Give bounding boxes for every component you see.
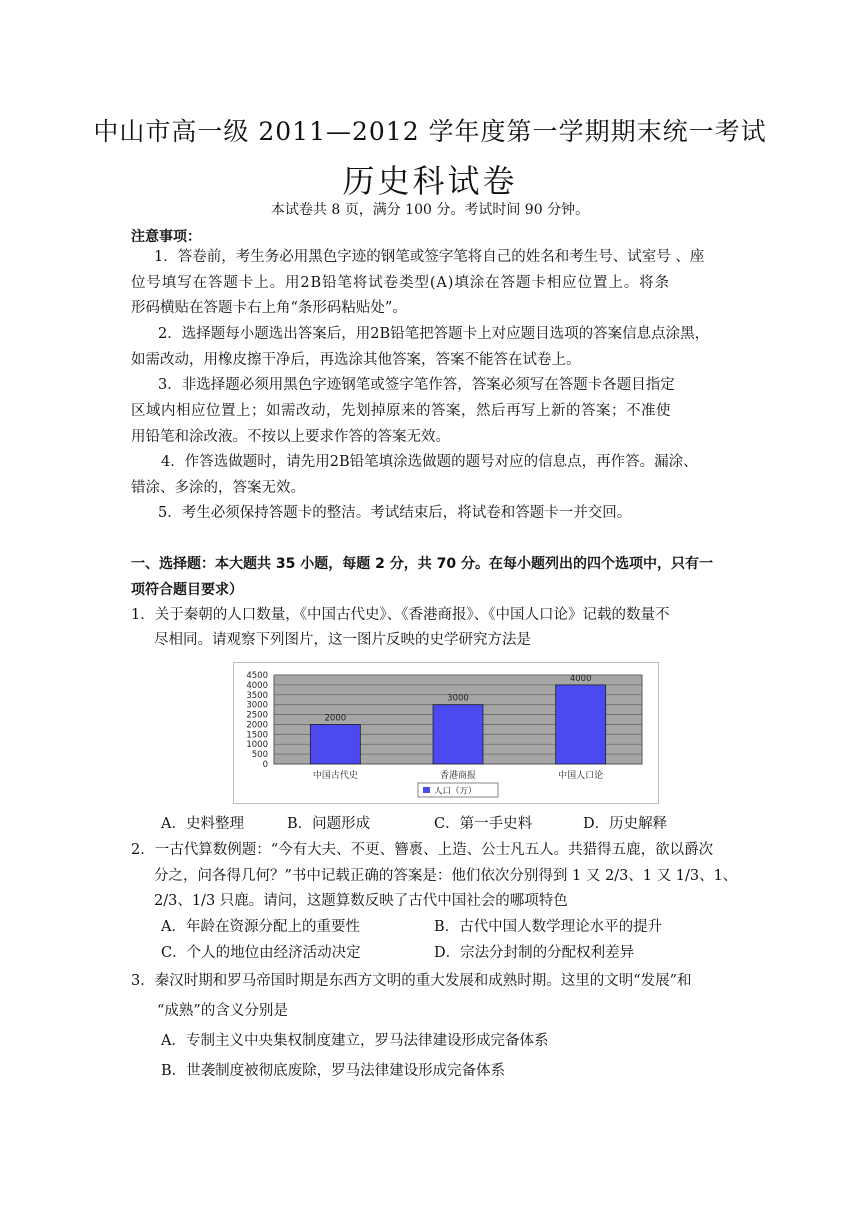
y-tick-label: 3500 <box>246 690 268 701</box>
section-heading: 一、选择题：本大题共 35 小题，每题 2 分，共 70 分。在每小题列出的四个选项中，只有一 <box>131 556 713 572</box>
question-1-stem-cont: 尽相同。请观察下列图片，这一图片反映的史学研究方法是 <box>154 632 531 648</box>
question-3-stem-cont: “成熟”的含义分别是 <box>157 1003 288 1019</box>
notice-line: 位号填写在答题卡上。用2B铅笔将试卷类型(A)填涂在答题卡相应位置上。将条 <box>131 275 670 291</box>
notice-heading: 注意事项： <box>131 229 201 245</box>
exam-title: 中山市高一级 2011—2012 学年度第一学期期末统一考试 <box>93 117 767 146</box>
y-tick-label: 1000 <box>246 740 268 751</box>
notice-line: 3．非选择题必须用黑色字迹钢笔或签字笔作答，答案必须写在答题卡各题目指定 <box>158 377 675 393</box>
notice-line: 2．选择题每小题选出答案后，用2B铅笔把答题卡上对应题目选项的答案信息点涂黑， <box>158 326 710 342</box>
q1-option-c: C．第一手史料 <box>434 816 533 832</box>
question-1-stem: 1．关于秦朝的人口数量，《中国古代史》、《香港商报》、《中国人口论》记载的数量不 <box>131 607 670 623</box>
bar <box>310 724 360 764</box>
x-tick-label: 中国人口论 <box>558 771 604 781</box>
notice-line: 错涂、多涂的，答案无效。 <box>131 480 305 496</box>
question-3-stem: 3．秦汉时期和罗马帝国时期是东西方文明的重大发展和成熟时期。这里的文明“发展”和 <box>131 973 692 989</box>
x-tick-label: 中国古代史 <box>312 771 358 781</box>
y-tick-label: 3000 <box>246 700 268 711</box>
notice-line: 用铅笔和涂改液。不按以上要求作答的答案无效。 <box>131 429 450 445</box>
chart-svg <box>234 663 658 803</box>
data-label: 3000 <box>447 693 469 704</box>
data-label: 4000 <box>569 673 592 684</box>
population-bar-chart <box>233 662 659 804</box>
notice-line: 5．考生必须保持答题卡的整洁。考试结束后，将试卷和答题卡一并交回。 <box>158 505 632 521</box>
q3-option-a: A．专制主义中央集权制度建立，罗马法律建设形成完备体系 <box>161 1033 549 1049</box>
legend-swatch <box>423 787 430 793</box>
y-tick-label: 2000 <box>246 720 268 731</box>
q1-option-d: D．历史解释 <box>583 816 668 832</box>
y-tick-label: 4000 <box>246 680 268 691</box>
y-tick-label: 4500 <box>246 671 268 681</box>
q1-option-a: A．史料整理 <box>161 816 244 832</box>
subject-title: 历史科试卷 <box>342 162 518 200</box>
question-2-stem-cont: 分之，问各得几何？”书中记载正确的答案是：他们依次分别得到 1 又 2/3、1 又 1/3、1、 <box>154 868 738 884</box>
notice-line: 区域内相应位置上；如需改动，先划掉原来的答案，然后再写上新的答案；不准使 <box>131 403 671 419</box>
question-2-stem: 2．一古代算数例题：“今有大夫、不更、簪褭、上造、公士凡五人。共猎得五鹿，欲以爵次 <box>131 842 714 858</box>
q3-option-b: B．世袭制度被彻底废除，罗马法律建设形成完备体系 <box>161 1063 506 1079</box>
q2-option-c: C．个人的地位由经济活动决定 <box>161 945 361 961</box>
y-tick-label: 500 <box>251 750 268 761</box>
bar <box>433 705 483 764</box>
notice-line: 形码横贴在答题卡右上角“条形码粘贴处”。 <box>131 300 407 316</box>
y-tick-label: 2500 <box>246 710 268 721</box>
exam-meta: 本试卷共 8 页，满分 100 分。考试时间 90 分钟。 <box>270 202 590 218</box>
q2-option-b: B．古代中国人数学理论水平的提升 <box>434 919 663 935</box>
y-tick-label: 0 <box>262 760 268 770</box>
legend-label: 人口（万） <box>434 786 477 797</box>
x-tick-label: 香港商报 <box>439 771 477 781</box>
bar <box>556 685 606 764</box>
question-2-stem-cont: 2/3、1/3 只鹿。请问，这题算数反映了古代中国社会的哪项特色 <box>154 893 568 909</box>
q1-option-b: B．问题形成 <box>287 816 371 832</box>
y-tick-label: 1500 <box>246 730 268 741</box>
q2-option-a: A．年龄在资源分配上的重要性 <box>161 919 360 935</box>
notice-line: 如需改动，用橡皮擦干净后，再选涂其他答案，答案不能答在试卷上。 <box>131 352 581 368</box>
notice-line: 4．作答选做题时，请先用2B铅笔填涂选做题的题号对应的信息点，再作答。漏涂、 <box>161 454 698 470</box>
notice-line: 1．答卷前，考生务必用黑色字迹的钢笔或签字笔将自己的姓名和考生号、试室号 、座 <box>154 249 705 265</box>
data-label: 2000 <box>324 713 347 724</box>
section-heading-cont: 项符合题目要求） <box>131 582 243 598</box>
q2-option-d: D．宗法分封制的分配权利差异 <box>434 945 635 961</box>
